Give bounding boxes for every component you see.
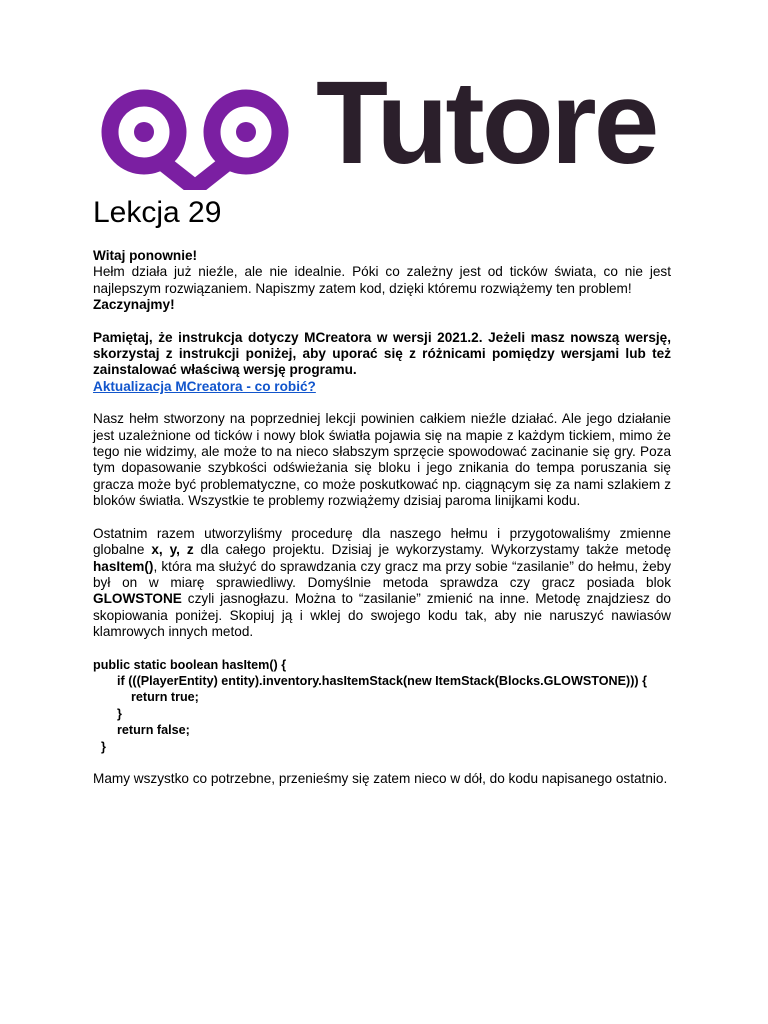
code-line: } — [101, 739, 106, 754]
lesson-content — [93, 248, 671, 787]
method-name: hasItem() — [93, 558, 154, 574]
code-line: return true; — [131, 690, 199, 705]
owl-eyes-logo-icon — [96, 86, 296, 190]
code-line: public static boolean hasItem() { — [93, 657, 287, 672]
code-line: } — [117, 706, 122, 721]
code-block — [93, 657, 671, 755]
version-notice: Pamiętaj, że instrukcja dotyczy MCreatora w wersji 2021.2. Jeżeli masz nowszą wersję, skorzystaj z instrukcji poniżej, aby uporać się z różnicami pomiędzy wersjami lub też zainstalować właściwą wersję programu. — [93, 329, 671, 378]
mcreator-update-link[interactable]: Aktualizacja MCreatora - co robić? — [93, 378, 316, 394]
intro-paragraph: Hełm działa już nieźle, ale nie idealnie. Póki co zależny jest od ticków świata, co nie jest najlepszym rozwiązaniem. Napiszmy zatem kod, dzięki któremu rozwiążemy ten problem! — [93, 264, 671, 296]
lesson-title: Lekcja 29 — [93, 196, 222, 229]
global-vars: x, y, z — [151, 542, 194, 558]
paragraph-ticks: Nasz hełm stworzony na poprzedniej lekcji powinien całkiem nieźle działać. Ale jego działanie jest uzależnione od ticków i nowy blok światła pojawia się na mapie z każdym tickiem, mimo że tego nie widzimy, ale może to na nieco słabszym sprzęcie spowodować zacinanie się gry. Poza tym dopasowanie szybkości odświeżania się bloku i jego znikania do tempa poruszania się gracza może być problematyczne, co może poskutkować np. ciągnącym się za nami szlakiem z bloków światła. Wszystkie te problemy rozwiążemy dzisiaj paroma linijkami kodu. — [93, 411, 671, 509]
lets-start: Zaczynajmy! — [93, 297, 175, 313]
logo-wordmark: Tutore — [316, 57, 657, 189]
closing-paragraph: Mamy wszystko co potrzebne, przenieśmy się zatem nieco w dół, do kodu napisanego ostatnio. — [93, 770, 668, 786]
greeting: Witaj ponownie! — [93, 248, 198, 263]
code-line: return false; — [117, 723, 190, 738]
block-name: GLOWSTONE — [93, 591, 182, 607]
code-line: if (((PlayerEntity) entity).inventory.hasItemStack(new ItemStack(Blocks.GLOWSTONE))) { — [117, 673, 647, 688]
paragraph-hasitem: Ostatnim razem utworzyliśmy procedurę dla naszego hełmu i przygotowaliśmy zmienne globalne x, y, z dla całego projektu. Dzisiaj je wykorzystamy. Wykorzystamy także metodę hasItem(), która ma służyć do sprawdzania czy gracz ma przy sobie “zasilanie” do hełmu, żeby był on w miarę sprawiedliwy. Domyślnie metoda sprawdza czy gracz posiada blok GLOWSTONE czyli jasnogłazu. Można to “zasilanie” zmienić na inne. Metodę znajdziesz do skopiowania poniżej. Skopiuj ją i wklej do swojego kodu tak, aby nie naruszyć nawiasów klamrowych innych metod. — [93, 525, 672, 640]
tutore-logo — [96, 57, 676, 190]
